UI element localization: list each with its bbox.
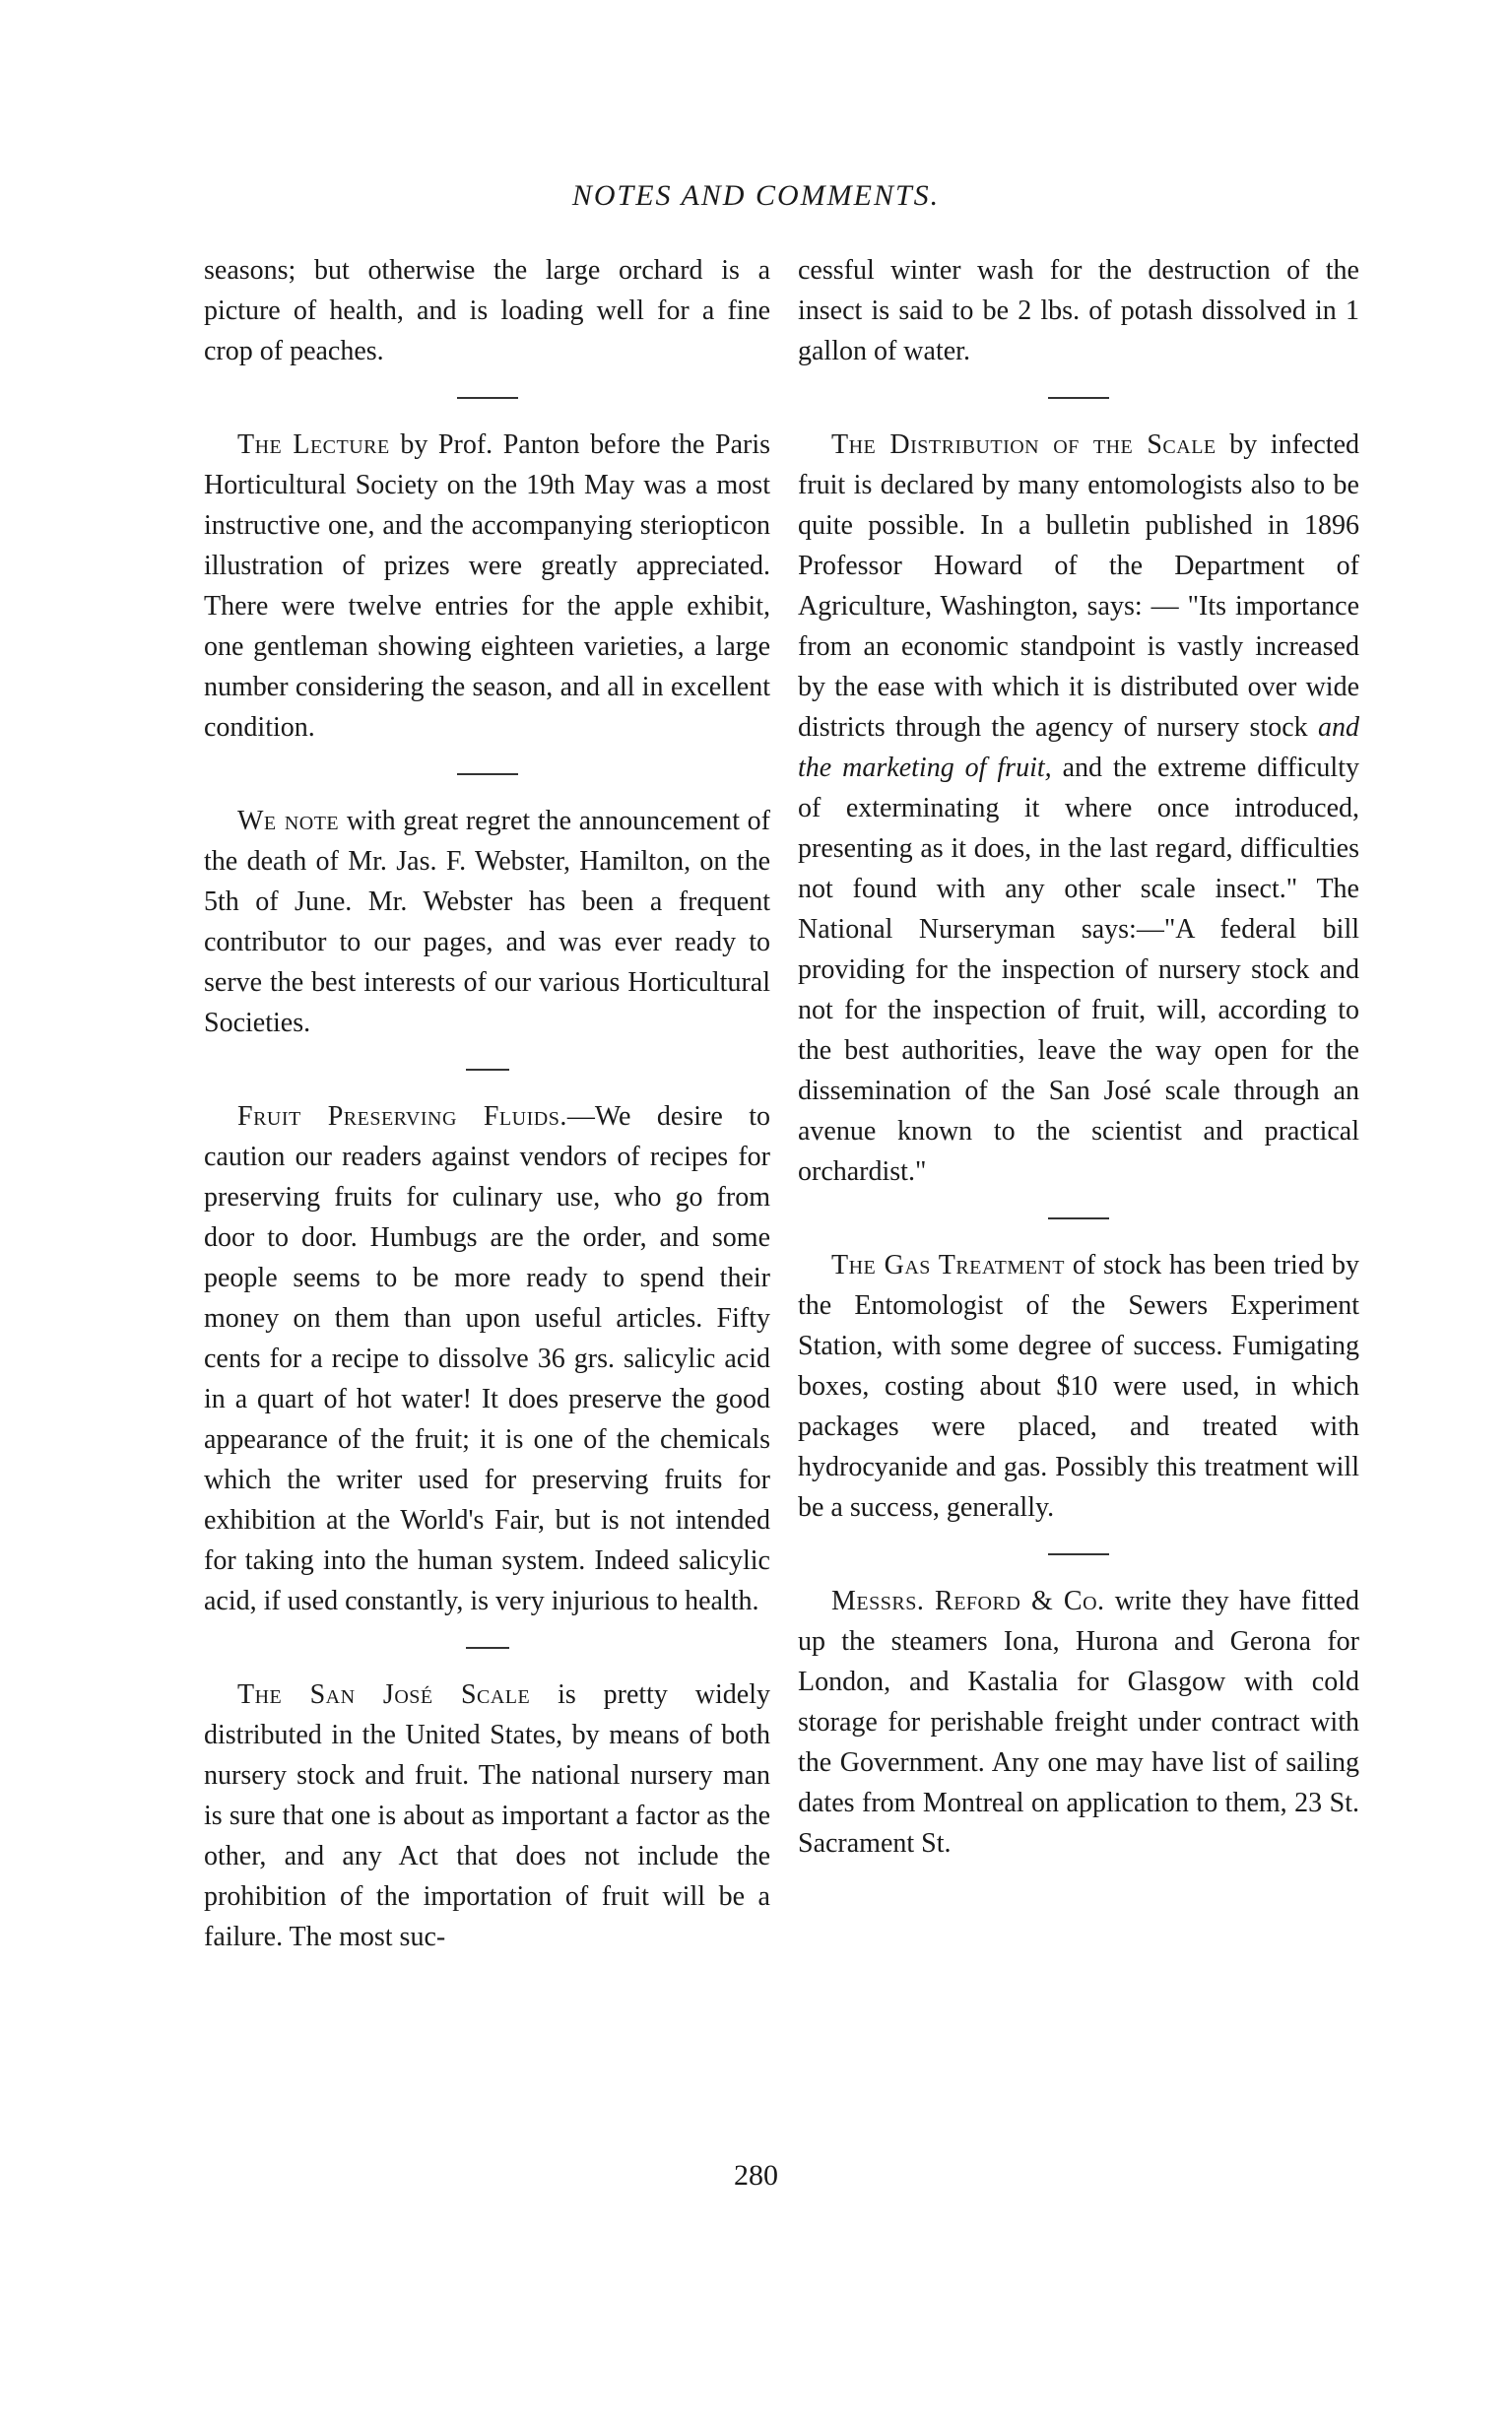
section-divider <box>466 1647 509 1649</box>
section-divider <box>466 1069 509 1071</box>
paragraph-gas-treatment <box>798 1245 1359 1528</box>
section-divider <box>1048 1553 1109 1555</box>
paragraph-san-jose-scale <box>204 1674 770 1957</box>
paragraph-reford <box>798 1581 1359 1864</box>
page-number: 280 <box>734 2159 778 2192</box>
section-divider <box>1048 1217 1109 1219</box>
paragraph-lecture <box>204 425 770 748</box>
body-reford: write they have fitted up the steamers Iona, Hurona and Gerona for London, and Kastalia for Glasgow with cold storage for perishable freight under contract with the Government. Any one may have list of sailing dates from Montreal on application to them, 23 St. Sacrament St. <box>798 1586 1359 1859</box>
body-distribution-emphasis: and the marketing of fruit, <box>798 712 1359 783</box>
running-header: NOTES AND COMMENTS. <box>571 179 941 212</box>
left-column <box>204 250 770 1957</box>
body-gas-treatment: of stock has been tried by the Entomologist of the Sewers Experiment Station, with some degree of success. Fumigating boxes, costing about $10 were used, in which packages were placed, and treated with hydrocyanide and gas. Possibly this treatment will be a success, generally. <box>798 1250 1359 1523</box>
section-divider <box>1048 397 1109 399</box>
paragraph-orchard: seasons; but otherwise the large orchard is a picture of health, and is loading well for a fine crop of peaches. <box>204 255 770 366</box>
body-obituary: with great regret the announcement of the death of Mr. Jas. F. Webster, Hamilton, on the 5th of June. Mr. Webster has been a frequent contributor to our pages, and was ever ready to serve the best interests of our various Horticultural Societies. <box>204 806 770 1038</box>
lead-distribution: The Distribution of the Scale <box>831 429 1216 460</box>
lead-reford: Messrs. Reford & Co. <box>831 1586 1105 1616</box>
paragraph-winter-wash: cessful winter wash for the destruction of the insect is said to be 2 lbs. of potash dissolved in 1 gallon of water. <box>798 255 1359 366</box>
body-preserving-fluids: —We desire to caution our readers against vendors of recipes for preserving fruits for culinary use, who go from door to door. Humbugs are the order, and some people seems to be more ready to spend their money on them than upon useful articles. Fifty cents for a recipe to dissolve 36 grs. salicylic acid in a quart of hot water! It does preserve the good appearance of the fruit; it is one of the chemicals which the writer used for preserving fruits for exhibition at the World's Fair, but is not intended for taking into the human system. Indeed salicylic acid, if used constantly, is very injurious to health. <box>204 1101 771 1616</box>
lead-gas-treatment: The Gas Treatment <box>831 1250 1065 1280</box>
body-san-jose-scale: is pretty widely distributed in the United States, by means of both nursery stock and fruit. The national nursery man is sure that one is about as important a factor as the other, and any Act that does not include the prohibition of the importation of fruit will be a failure. The most suc- <box>204 1679 770 1952</box>
body-lecture: by Prof. Panton before the Paris Horticultural Society on the 19th May was a most instructive one, and the accompanying steriopticon illustration of prizes were greatly appreciated. There were twelve entries for the apple exhibit, one gentleman showing eighteen varieties, a large number considering the season, and all in excellent condition. <box>204 429 770 743</box>
lead-preserving-fluids: Fruit Preserving Fluids. <box>237 1101 567 1132</box>
lead-obituary: We note <box>237 806 340 836</box>
lead-san-jose-scale: The San José Scale <box>237 1679 531 1710</box>
lead-lecture: The Lecture <box>237 429 390 460</box>
body-distribution-b: and the extreme difficulty of exterminating it where once introduced, presenting as it does, in the last regard, difficulties not found with any other scale insect." The National Nurseryman says:—"A federal bill providing for the inspection of nursery stock and not for the inspection of fruit, will, according to the best authorities, leave the way open for the dissemination of the San José scale through an avenue known to the scientist and practical orchardist." <box>798 753 1359 1187</box>
right-column <box>798 250 1359 1864</box>
body-distribution-a: by infected fruit is declared by many entomologists also to be quite possible. In a bulletin published in 1896 Professor Howard of the Department of Agriculture, Washington, says: — "Its importance from an economic standpoint is vastly increased by the ease with which it is distributed over wide districts through the agency of nursery stock <box>798 429 1359 743</box>
paragraph-preserving-fluids <box>204 1096 770 1621</box>
paragraph-distribution <box>798 425 1359 1192</box>
paragraph-obituary <box>204 801 770 1043</box>
section-divider <box>457 773 518 775</box>
section-divider <box>457 397 518 399</box>
